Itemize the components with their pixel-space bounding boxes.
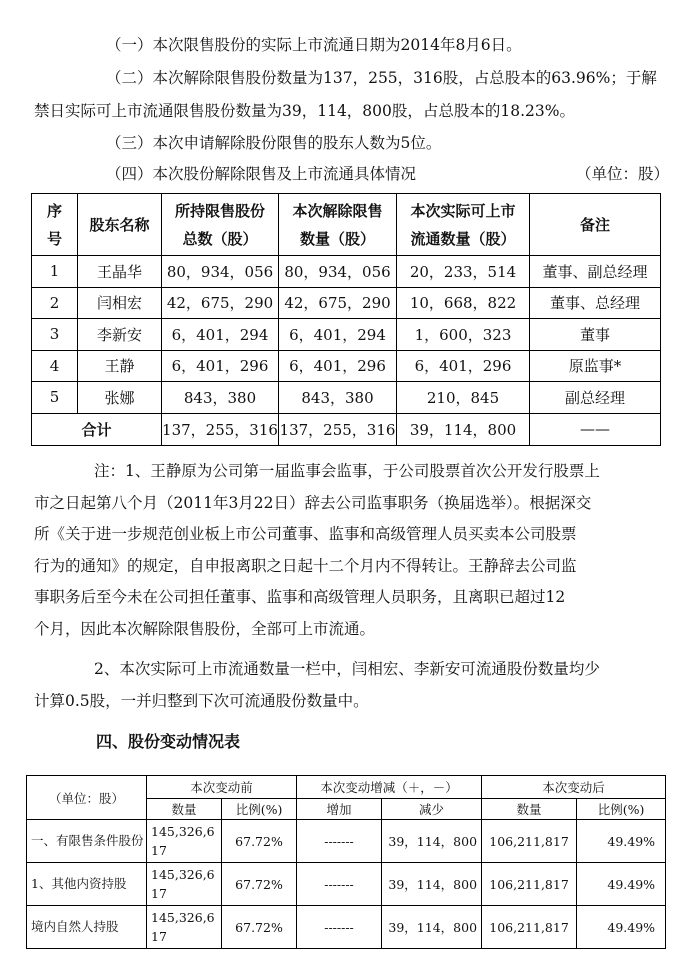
note-1: 注：1、王静原为公司第一届监事会监事，于公司股票首次公开发行股票上 市之日起第八个月（2011年3月22日）辞去公司监事职务（换届选举）。根据深交 所《关于进一步规范创业板上市公司董事、监事和高级管理人员买卖本公司股票 行为的通知》的规定，自申报离职之日起十二个月内不得转让。王静辞去公司监 事职务后至今未在公司担任董事、监事和高级管理人员职务，且离职已超过12 个月，因此本次解除限售股份，全部可上市流通。 [34, 462, 600, 638]
paragraph-listing-date: （一）本次限售股份的实际上市流通日期为2014年8月6日。 [106, 36, 522, 54]
table-header-row [32, 194, 661, 256]
header-held: 所持限售股份 总数（股） [162, 194, 279, 256]
paragraph-table-intro: （四）本次股份解除限售及上市流通具体情况 （单位：股） [34, 158, 664, 191]
header-after: 本次变动后 [482, 776, 666, 799]
release-details-table [31, 193, 661, 446]
table-row: 1 王晶华 80，934，056 80，934，056 20，233，514 董事、副总经理 [32, 256, 661, 288]
header-before: 本次变动前 [147, 776, 297, 799]
unit-label: （单位：股） [576, 165, 670, 183]
table-subheader-row: 数量 比例(%) 增加 减少 数量 比例(%) [27, 799, 666, 820]
header-seq: 序 号 [32, 194, 78, 256]
table-row: 境内自然人持股 145,326,617 67.72% ------- 39，114，800 106,211,817 49.49% [27, 906, 666, 949]
table-row: 2 闫相宏 42，675，290 42，675，290 10，668，822 董事、总经理 [32, 287, 661, 319]
table-row: 一、有限售条件股份 145,326,617 67.72% ------- 39，114，800 106,211,817 49.49% [27, 820, 666, 863]
header-name: 股东名称 [78, 194, 162, 256]
paragraph-shareholder-count: （三）本次申请解除股份限售的股东人数为5位。 [106, 134, 442, 152]
note-2: 2、本次实际可上市流通数量一栏中，闫相宏、李新安可流通股份数量均少 计算0.5股，一并归整到下次可流通股份数量中。 [34, 660, 600, 710]
header-circulating: 本次实际可上市 流通数量（股） [397, 194, 530, 256]
table-row: 1、其他内资持股 145,326,617 67.72% ------- 39，114，800 106,211,817 49.49% [27, 863, 666, 906]
header-change: 本次变动增减（＋，－） [297, 776, 482, 799]
table-total-row: 合计 137，255，316 137，255，316 39，114，800 —— [32, 413, 661, 445]
paragraph-release-quantity: （二）本次解除限售股份数量为137，255，316股，占总股本的63.96%；于解 禁日实际可上市流通限售股份数量为39，114，800股，占总股本的18.23%。 [34, 69, 657, 120]
share-change-table [26, 775, 666, 949]
header-unit: （单位：股） [27, 776, 147, 820]
header-released: 本次解除限售 数量（股） [279, 194, 397, 256]
table-row: 5 张娜 843，380 843，380 210，845 副总经理 [32, 382, 661, 414]
table-row: 3 李新安 6，401，294 6，401，294 1，600，323 董事 [32, 319, 661, 351]
table-header-row [27, 776, 666, 799]
section-title: 四、股份变动情况表 [96, 732, 241, 751]
table-row: 4 王静 6，401，296 6，401，296 6，401，296 原监事* [32, 350, 661, 382]
header-note: 备注 [530, 194, 661, 256]
